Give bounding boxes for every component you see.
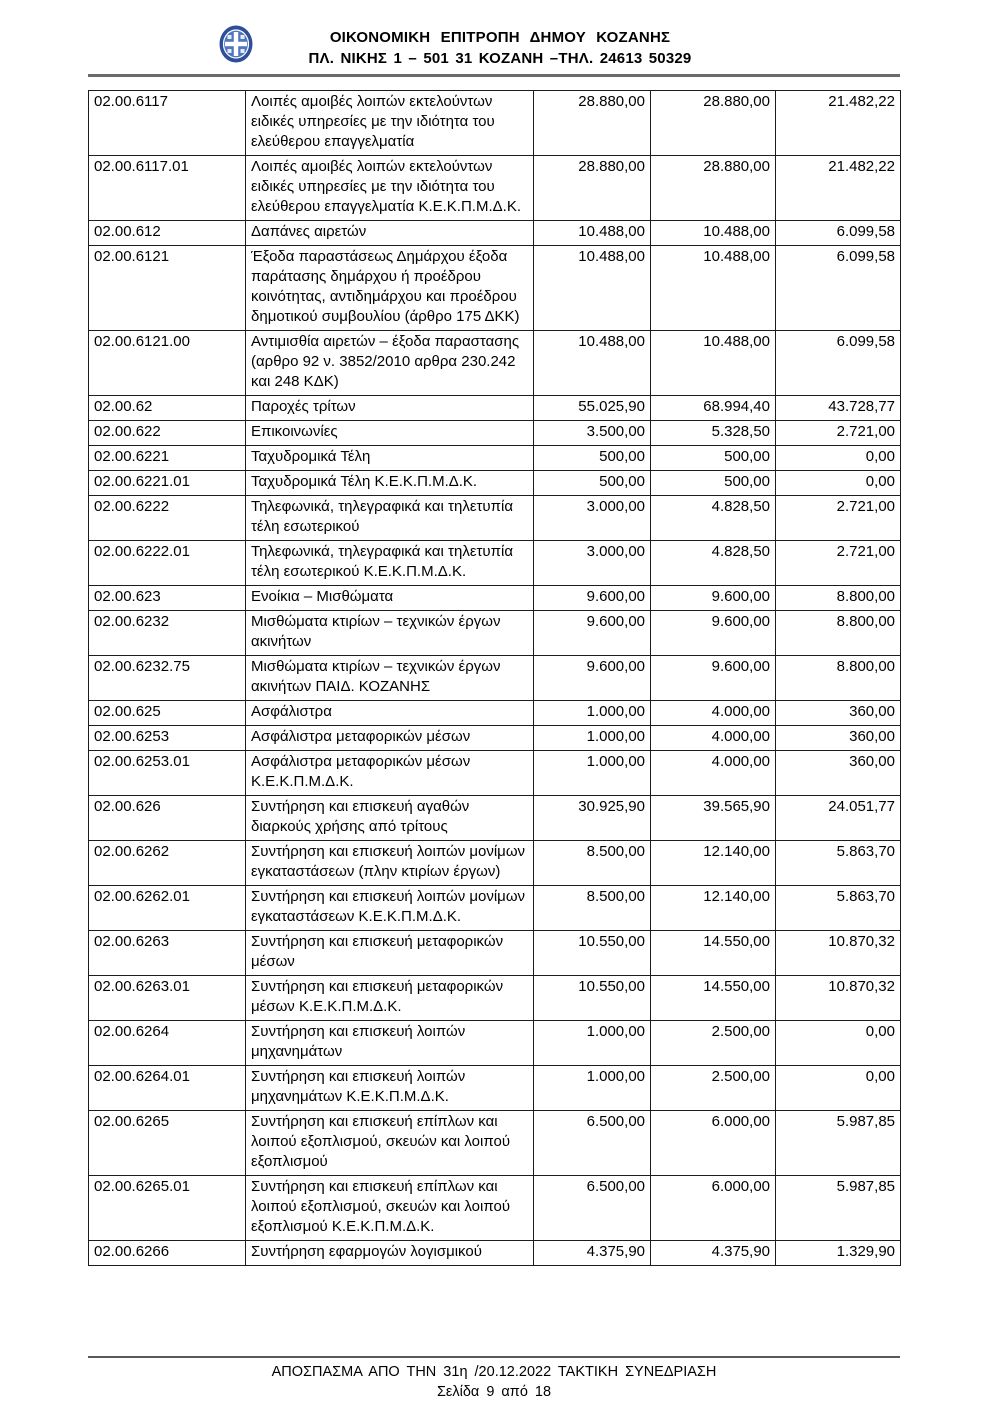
table-row: [89, 796, 901, 841]
row-amount-col2: 4.000,00: [651, 751, 776, 796]
row-amount-col1: 6.500,00: [534, 1176, 651, 1241]
footer-page-number: Σελίδα 9 από 18: [436, 1384, 552, 1400]
row-amount-col3: 10.870,32: [776, 931, 901, 976]
table-row: [89, 751, 901, 796]
row-amount-col3: 0,00: [776, 446, 901, 471]
row-amount-col1: 55.025,90: [534, 396, 651, 421]
row-description: Συντήρηση και επισκευή επίπλων και λοιπού εξοπλισμού, σκευών και λοιπού εξοπλισμού: [246, 1111, 534, 1176]
row-amount-col1: 1.000,00: [534, 751, 651, 796]
row-amount-col3: 5.863,70: [776, 886, 901, 931]
row-amount-col1: 9.600,00: [534, 611, 651, 656]
row-code: 02.00.6117.01: [89, 156, 246, 221]
row-amount-col3: 6.099,58: [776, 331, 901, 396]
row-code: 02.00.622: [89, 421, 246, 446]
row-amount-col1: 8.500,00: [534, 841, 651, 886]
table-row: [89, 396, 901, 421]
row-code: 02.00.623: [89, 586, 246, 611]
row-description: Λοιπές αμοιβές λοιπών εκτελούντων ειδικές υπηρεσίες με την ιδιότητα του ελεύθερου επαγγελματία: [246, 91, 534, 156]
row-amount-col3: 360,00: [776, 726, 901, 751]
table-row: [89, 1241, 901, 1266]
table-row: [89, 421, 901, 446]
row-amount-col1: 1.000,00: [534, 1066, 651, 1111]
row-description: Δαπάνες αιρετών: [246, 221, 534, 246]
row-amount-col2: 10.488,00: [651, 331, 776, 396]
table-row: [89, 446, 901, 471]
row-amount-col2: 39.565,90: [651, 796, 776, 841]
row-code: 02.00.6265: [89, 1111, 246, 1176]
table-row: [89, 221, 901, 246]
row-amount-col1: 9.600,00: [534, 586, 651, 611]
row-code: 02.00.6232: [89, 611, 246, 656]
row-description: Λοιπές αμοιβές λοιπών εκτελούντων ειδικές υπηρεσίες με την ιδιότητα του ελεύθερου επαγγελματία Κ.Ε.Κ.Π.Μ.Δ.Κ.: [246, 156, 534, 221]
table-row: [89, 246, 901, 331]
header-org-name: ΟΙΚΟΝΟΜΙΚΗ ΕΠΙΤΡΟΠΗ ΔΗΜΟΥ ΚΟΖΑΝΗΣ: [329, 29, 671, 46]
row-amount-col1: 3.000,00: [534, 496, 651, 541]
table-row: [89, 156, 901, 221]
row-amount-col3: 2.721,00: [776, 541, 901, 586]
table-row: [89, 91, 901, 156]
row-description: Συντήρηση εφαρμογών λογισμικού: [246, 1241, 534, 1266]
row-amount-col3: 0,00: [776, 1021, 901, 1066]
row-amount-col1: 500,00: [534, 446, 651, 471]
row-amount-col2: 14.550,00: [651, 976, 776, 1021]
row-code: 02.00.6263: [89, 931, 246, 976]
row-code: 02.00.6222: [89, 496, 246, 541]
row-description: Συντήρηση και επισκευή επίπλων και λοιπού εξοπλισμού, σκευών και λοιπού εξοπλισμού Κ.Ε.Κ.Π.Μ.Δ.Κ.: [246, 1176, 534, 1241]
row-amount-col2: 500,00: [651, 471, 776, 496]
table-row: [89, 886, 901, 931]
row-description: Ασφάλιστρα μεταφορικών μέσων Κ.Ε.Κ.Π.Μ.Δ.Κ.: [246, 751, 534, 796]
row-code: 02.00.626: [89, 796, 246, 841]
row-amount-col3: 10.870,32: [776, 976, 901, 1021]
table-row: [89, 976, 901, 1021]
row-amount-col3: 21.482,22: [776, 91, 901, 156]
budget-table-body: [89, 91, 901, 1266]
table-row: [89, 1021, 901, 1066]
row-amount-col1: 3.500,00: [534, 421, 651, 446]
row-amount-col1: 3.000,00: [534, 541, 651, 586]
row-amount-col1: 8.500,00: [534, 886, 651, 931]
row-code: 02.00.6117: [89, 91, 246, 156]
row-code: 02.00.6222.01: [89, 541, 246, 586]
row-amount-col3: 0,00: [776, 1066, 901, 1111]
row-code: 02.00.6264.01: [89, 1066, 246, 1111]
row-description: Τηλεφωνικά, τηλεγραφικά και τηλετυπία τέλη εσωτερικού: [246, 496, 534, 541]
row-amount-col3: 8.800,00: [776, 586, 901, 611]
row-description: Συντήρηση και επισκευή λοιπών μηχανημάτων: [246, 1021, 534, 1066]
row-amount-col2: 10.488,00: [651, 246, 776, 331]
row-description: Συντήρηση και επισκευή μεταφορικών μέσων Κ.Ε.Κ.Π.Μ.Δ.Κ.: [246, 976, 534, 1021]
page-footer: [88, 1362, 900, 1402]
table-row: [89, 1111, 901, 1176]
table-row: [89, 1066, 901, 1111]
table-row: [89, 471, 901, 496]
table-row: [89, 701, 901, 726]
row-amount-col2: 28.880,00: [651, 156, 776, 221]
row-amount-col1: 9.600,00: [534, 656, 651, 701]
row-amount-col3: 6.099,58: [776, 246, 901, 331]
footer-divider: [88, 1356, 900, 1358]
row-description: Τηλεφωνικά, τηλεγραφικά και τηλετυπία τέλη εσωτερικού Κ.Ε.Κ.Π.Μ.Δ.Κ.: [246, 541, 534, 586]
row-amount-col1: 10.488,00: [534, 331, 651, 396]
row-amount-col1: 1.000,00: [534, 726, 651, 751]
row-amount-col1: 10.550,00: [534, 931, 651, 976]
table-row: [89, 841, 901, 886]
row-description: Ταχυδρομικά Τέλη Κ.Ε.Κ.Π.Μ.Δ.Κ.: [246, 471, 534, 496]
budget-table: [88, 90, 901, 1266]
row-amount-col2: 9.600,00: [651, 656, 776, 701]
row-code: 02.00.612: [89, 221, 246, 246]
row-description: Ασφάλιστρα: [246, 701, 534, 726]
header-address: ΠΛ. ΝΙΚΗΣ 1 – 501 31 ΚΟΖΑΝΗ –ΤΗΛ. 24613 50329: [308, 50, 692, 67]
header-divider: [88, 74, 900, 77]
row-amount-col2: 68.994,40: [651, 396, 776, 421]
table-row: [89, 586, 901, 611]
row-code: 02.00.6253.01: [89, 751, 246, 796]
row-amount-col2: 6.000,00: [651, 1176, 776, 1241]
row-amount-col2: 5.328,50: [651, 421, 776, 446]
row-description: Παροχές τρίτων: [246, 396, 534, 421]
row-amount-col2: 4.000,00: [651, 726, 776, 751]
row-amount-col1: 28.880,00: [534, 156, 651, 221]
row-code: 02.00.6263.01: [89, 976, 246, 1021]
row-amount-col2: 10.488,00: [651, 221, 776, 246]
row-amount-col2: 4.000,00: [651, 701, 776, 726]
row-amount-col2: 12.140,00: [651, 841, 776, 886]
row-amount-col3: 0,00: [776, 471, 901, 496]
row-amount-col3: 360,00: [776, 701, 901, 726]
row-amount-col1: 10.488,00: [534, 221, 651, 246]
row-amount-col1: 10.550,00: [534, 976, 651, 1021]
table-row: [89, 656, 901, 701]
row-amount-col3: 8.800,00: [776, 611, 901, 656]
row-description: Συντήρηση και επισκευή αγαθών διαρκούς χρήσης από τρίτους: [246, 796, 534, 841]
row-description: Ταχυδρομικά Τέλη: [246, 446, 534, 471]
table-row: [89, 541, 901, 586]
row-amount-col3: 24.051,77: [776, 796, 901, 841]
row-amount-col2: 2.500,00: [651, 1066, 776, 1111]
row-amount-col3: 1.329,90: [776, 1241, 901, 1266]
row-amount-col3: 2.721,00: [776, 421, 901, 446]
row-code: 02.00.6264: [89, 1021, 246, 1066]
table-row: [89, 1176, 901, 1241]
row-amount-col1: 1.000,00: [534, 701, 651, 726]
row-description: Επικοινωνίες: [246, 421, 534, 446]
table-row: [89, 726, 901, 751]
row-amount-col2: 28.880,00: [651, 91, 776, 156]
row-amount-col3: 43.728,77: [776, 396, 901, 421]
row-amount-col3: 5.987,85: [776, 1111, 901, 1176]
row-description: Συντήρηση και επισκευή μεταφορικών μέσων: [246, 931, 534, 976]
row-amount-col1: 500,00: [534, 471, 651, 496]
row-code: 02.00.6221: [89, 446, 246, 471]
row-amount-col3: 5.863,70: [776, 841, 901, 886]
row-code: 02.00.6262: [89, 841, 246, 886]
row-amount-col1: 6.500,00: [534, 1111, 651, 1176]
row-amount-col3: 21.482,22: [776, 156, 901, 221]
row-code: 02.00.6121: [89, 246, 246, 331]
row-code: 02.00.6262.01: [89, 886, 246, 931]
row-code: 02.00.6266: [89, 1241, 246, 1266]
row-description: Έξοδα παραστάσεως Δημάρχου έξοδα παράτασης δημάρχου ή προέδρου κοινότητας, αντιδημάρχου και προέδρου δημοτικού συμβουλίου (άρθρο 175 ΔΚΚ): [246, 246, 534, 331]
row-code: 02.00.6232.75: [89, 656, 246, 701]
row-amount-col3: 2.721,00: [776, 496, 901, 541]
row-code: 02.00.6121.00: [89, 331, 246, 396]
row-description: Συντήρηση και επισκευή λοιπών μονίμων εγκαταστάσεων Κ.Ε.Κ.Π.Μ.Δ.Κ.: [246, 886, 534, 931]
row-amount-col2: 6.000,00: [651, 1111, 776, 1176]
row-amount-col1: 30.925,90: [534, 796, 651, 841]
row-amount-col2: 4.828,50: [651, 541, 776, 586]
row-amount-col2: 9.600,00: [651, 586, 776, 611]
row-amount-col2: 9.600,00: [651, 611, 776, 656]
row-amount-col2: 2.500,00: [651, 1021, 776, 1066]
footer-session-line: ΑΠΟΣΠΑΣΜΑ ΑΠΟ ΤΗΝ 31η /20.12.2022 ΤΑΚΤΙΚΗ ΣΥΝΕΔΡΙΑΣΗ: [271, 1364, 717, 1380]
row-amount-col1: 10.488,00: [534, 246, 651, 331]
row-code: 02.00.62: [89, 396, 246, 421]
row-amount-col1: 4.375,90: [534, 1241, 651, 1266]
row-description: Συντήρηση και επισκευή λοιπών μονίμων εγκαταστάσεων (πλην κτιρίων έργων): [246, 841, 534, 886]
table-row: [89, 496, 901, 541]
row-description: Συντήρηση και επισκευή λοιπών μηχανημάτων Κ.Ε.Κ.Π.Μ.Δ.Κ.: [246, 1066, 534, 1111]
row-description: Ενοίκια – Μισθώματα: [246, 586, 534, 611]
row-amount-col3: 8.800,00: [776, 656, 901, 701]
row-description: Μισθώματα κτιρίων – τεχνικών έργων ακινήτων ΠΑΙΔ. ΚΟΖΑΝΗΣ: [246, 656, 534, 701]
row-amount-col2: 12.140,00: [651, 886, 776, 931]
row-amount-col3: 360,00: [776, 751, 901, 796]
row-amount-col2: 500,00: [651, 446, 776, 471]
row-description: Μισθώματα κτιρίων – τεχνικών έργων ακινήτων: [246, 611, 534, 656]
table-row: [89, 611, 901, 656]
row-amount-col1: 1.000,00: [534, 1021, 651, 1066]
row-amount-col3: 5.987,85: [776, 1176, 901, 1241]
row-amount-col2: 14.550,00: [651, 931, 776, 976]
row-description: Ασφάλιστρα μεταφορικών μέσων: [246, 726, 534, 751]
page-header: [0, 27, 1000, 69]
row-description: Αντιμισθία αιρετών – έξοδα παραστασης (αρθρο 92 ν. 3852/2010 αρθρα 230.242 και 248 ΚΔΚ): [246, 331, 534, 396]
row-amount-col2: 4.375,90: [651, 1241, 776, 1266]
table-row: [89, 331, 901, 396]
row-code: 02.00.6265.01: [89, 1176, 246, 1241]
row-amount-col1: 28.880,00: [534, 91, 651, 156]
row-code: 02.00.6253: [89, 726, 246, 751]
row-code: 02.00.625: [89, 701, 246, 726]
row-amount-col3: 6.099,58: [776, 221, 901, 246]
row-amount-col2: 4.828,50: [651, 496, 776, 541]
row-code: 02.00.6221.01: [89, 471, 246, 496]
table-row: [89, 931, 901, 976]
